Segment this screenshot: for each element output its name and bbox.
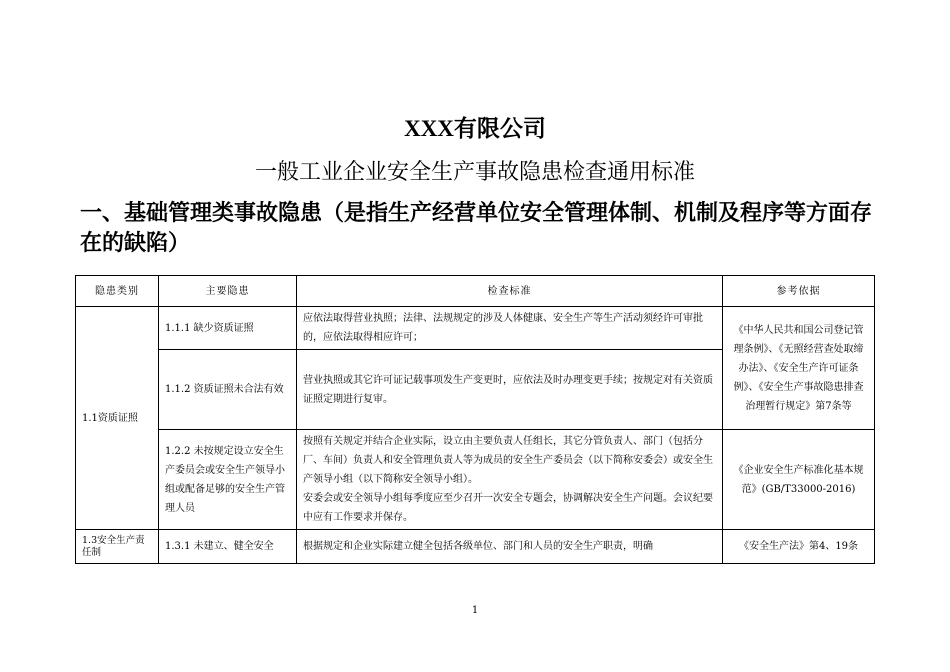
table-row — [76, 530, 875, 564]
header-hazard: 主要隐患 — [159, 276, 297, 307]
company-title: XXX有限公司 — [404, 116, 546, 141]
document-title: 一般工业企业安全生产事故隐患检查通用标准 — [254, 160, 695, 185]
category-cell: 1.3安全生产责任制 — [76, 530, 159, 564]
hazard-cell: 1.3.1 未建立、健全安全 — [159, 530, 297, 564]
reference-cell: 《安全生产法》第4、19条 — [723, 530, 875, 564]
standard-cell: 营业执照或其它许可证记载事项发生产变更时，应依法及时办理变更手续；按规定对有关资质证照定期进行复审。 — [297, 350, 723, 430]
page-number: 1 — [471, 605, 479, 616]
section-heading: 一、基础管理类事故隐患（是指生产经营单位安全管理体制、机制及程序等方面存在的缺陷） — [80, 201, 873, 256]
hazard-check-table — [75, 275, 875, 564]
header-category: 隐患类别 — [76, 276, 159, 307]
standard-cell: 应依法取得营业执照；法律、法规规定的涉及人体健康、安全生产等生产活动须经许可审批的，应依法取得相应许可； — [297, 307, 723, 350]
header-standard: 检查标准 — [297, 276, 723, 307]
reference-cell: 《企业安全生产标准化基本规范》(GB/T33000-2016) — [723, 430, 875, 530]
table-row — [76, 307, 875, 350]
hazard-cell: 1.2.2 未按规定设立安全生产委员会或安全生产领导小组或配备足够的安全生产管理人员 — [159, 430, 297, 530]
standard-cell — [297, 430, 723, 530]
table-row — [76, 430, 875, 530]
standard-cell: 根据规定和企业实际建立健全包括各级单位、部门和人员的安全生产职责，明确 — [297, 530, 723, 564]
standard-paragraph: 按照有关规定并结合企业实际，设立由主要负责人任组长，其它分管负责人、部门（包括分厂、车间）负责人和安全管理负责人等为成员的安全生产委员会（以下简称安委会）或安全生产领导小组（以下简称安全领导小组）。 — [303, 436, 713, 485]
hazard-cell: 1.1.1 缺少资质证照 — [159, 307, 297, 350]
reference-cell: 《中华人民共和国公司登记管理条例》、《无照经营查处取缔办法》、《安全生产许可证条例》、《安全生产事故隐患排查治理暂行规定》第7条等 — [723, 307, 875, 430]
hazard-cell: 1.1.2 资质证照未合法有效 — [159, 350, 297, 430]
standard-paragraph: 安委会或安全领导小组每季度应至少召开一次安全专题会，协调解决安全生产问题。会议纪要中应有工作要求并保存。 — [303, 493, 713, 523]
category-cell: 1.1资质证照 — [76, 307, 159, 530]
header-reference: 参考依据 — [723, 276, 875, 307]
table-header-row — [76, 276, 875, 307]
